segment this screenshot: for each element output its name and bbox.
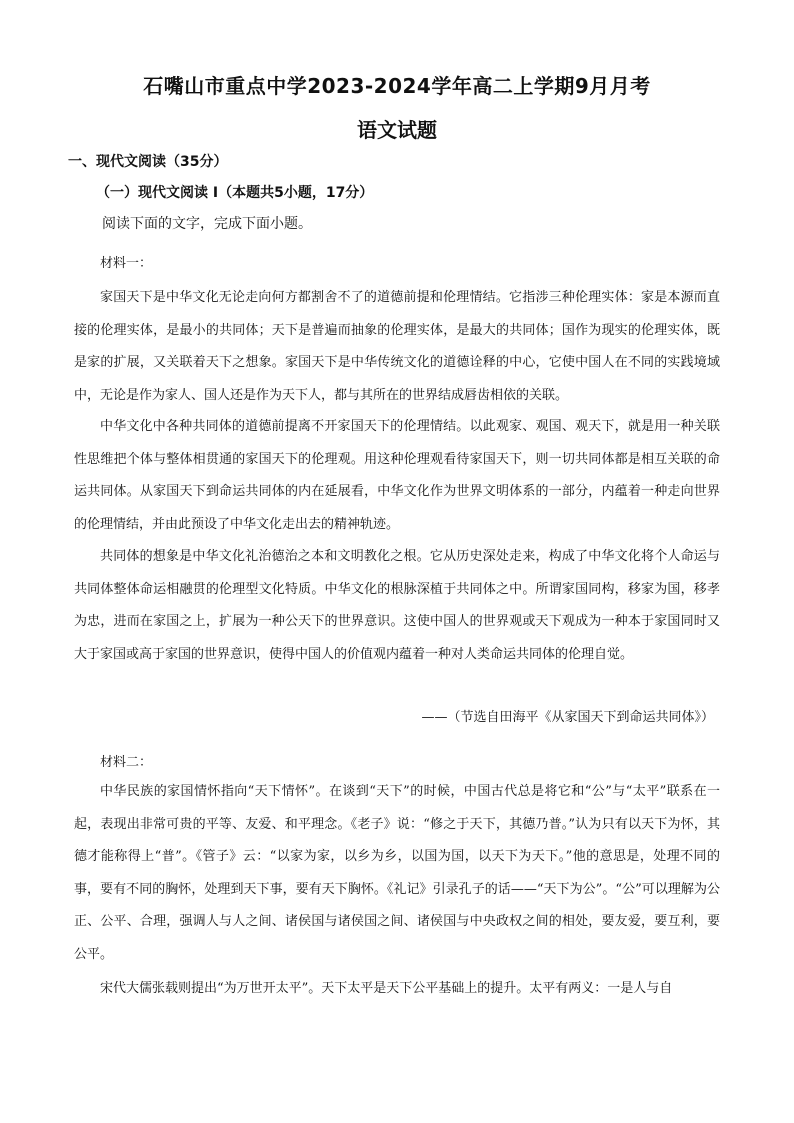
material-1-paragraph-2: 中华文化中各种共同体的道德前提离不开家国天下的伦理情结。以此观家、观国、观天下，就是用一种关联性思维把个体与整体相贯通的家国天下的伦理观。用这种伦理观看待家国天下，则一切共同体都是相互关联的命运共同体。从家国天下到命运共同体的内在延展看，中华文化作为世界文明体系的一部分，内蕴着一种走向世界的伦理情结，并由此预设了中华文化走出去的精神轨迹。 [74, 419, 720, 532]
material-1-paragraph-3: 共同体的想象是中华文化礼治德治之本和文明教化之根。它从历史深处走来，构成了中华文化将个人命运与共同体整体命运相融贯的伦理型文化特质。中华文化的根脉深植于共同体之中。所谓家国同构，移家为国，移孝为忠，进而在家国之上，扩展为一种公天下的世界意识。这使中国人的世界观或天下观成为一种本于家国同时又大于家国或高于家国的世界意识，使得中国人的价值观内蕴着一种对人类命运共同体的伦理自觉。 [74, 549, 720, 662]
reading-instruction: 阅读下面的文字，完成下面小题。 [102, 216, 312, 232]
material-1-paragraph-1: 家国天下是中华文化无论走向何方都割舍不了的道德前提和伦理情结。它指涉三种伦理实体：家是本源而直接的伦理实体，是最小的共同体；天下是普遍而抽象的伦理实体，是最大的共同体；国作为现实的伦理实体，既是家的扩展，又关联着天下之想象。家国天下是中华传统文化的道德诠释的中心，它使中国人在不同的实践境域中，无论是作为家人、国人还是作为天下人，都与其所在的世界结成唇齿相依的关联。 [74, 290, 720, 403]
subsection-heading: （一）现代文阅读 I（本题共5小题，17分） [96, 185, 374, 201]
document-title: 石嘴山市重点中学2023-2024学年高二上学期9月月考 [143, 74, 651, 98]
section-heading: 一、现代文阅读（35分） [68, 154, 228, 170]
material-1-source: ——（节选自田海平《从家国天下到命运共同体》） [421, 710, 714, 725]
material-2-paragraph-2: 宋代大儒张载则提出“为万世开太平”。天下太平是天下公平基础上的提升。太平有两义：一是人与自 [100, 981, 673, 996]
material-1-label: 材料一： [100, 256, 153, 271]
material-2-label: 材料二： [100, 755, 153, 770]
material-2-paragraph-1: 中华民族的家国情怀指向“天下情怀”。在谈到“天下”的时候，中国古代总是将它和“公”与“太平”联系在一起，表现出非常可贵的平等、友爱、和平理念。《老子》说：“修之于天下，其德乃普。”认为只有以天下为怀，其德才能称得上“普”。《管子》云：“以家为家，以乡为乡，以国为国，以天下为天下。”他的意思是，处理不同的事，要有不同的胸怀，处理到天下事，要有天下胸怀。《礼记》引录孔子的话——“天下为公”。“公”可以理解为公正、公平、合理，强调人与人之间、诸侯国与诸侯国之间、诸侯国与中央政权之间的相处，要友爱，要互利，要公平。 [74, 784, 720, 962]
document-subtitle: 语文试题 [357, 118, 437, 142]
